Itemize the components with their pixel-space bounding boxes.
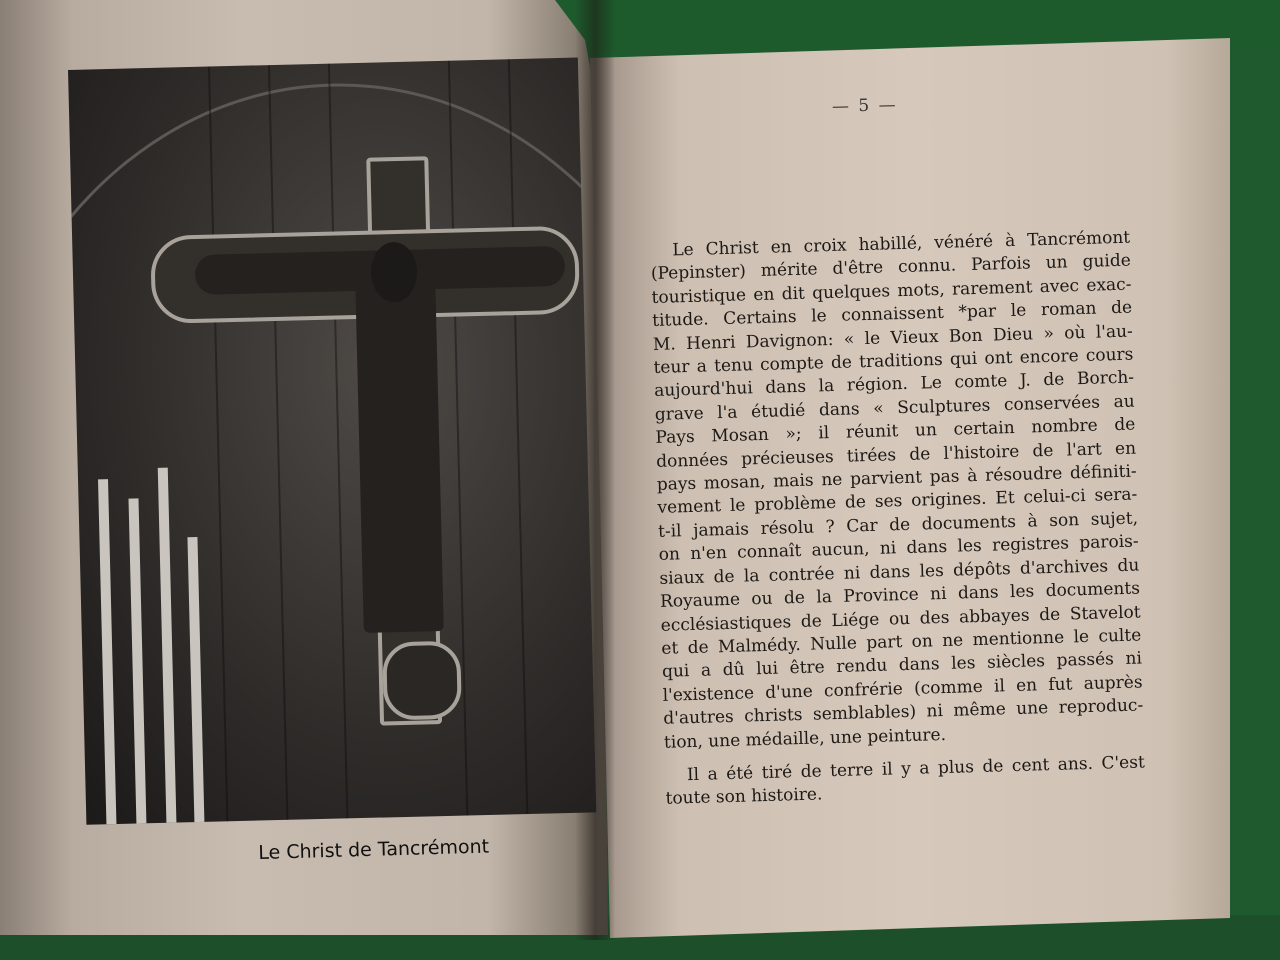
text-line: d'autres christs semblables) ni même une reproduc- — [663, 695, 1144, 729]
iron-fence — [78, 457, 207, 825]
text-line: toute son histoire. — [665, 784, 823, 810]
text-line: M. Henri Davignon: « le Vieux Bon Dieu » où l'au- — [652, 321, 1134, 355]
cross-foot-base — [382, 641, 462, 721]
text-line: données précieuses tirées de l'histoire de l'art en — [655, 438, 1137, 472]
text-line: Il a été tiré de terre il y a plus de cent ans. C'est — [686, 752, 1146, 786]
text-line: l'existence d'une confrérie (comme il en fut auprès — [662, 672, 1143, 706]
text-line: titude. Certains le connaissent *par le roman de — [651, 297, 1133, 332]
text-line: on n'en connaît aucun, ni dans les registres parois- — [658, 531, 1139, 566]
text-line: (Pepinster) mérite d'être connu. Parfois un guide — [650, 250, 1132, 285]
fence-bar — [98, 479, 117, 825]
text-line: ecclésiastiques de Liége ou des abbayes de Stavelot — [660, 601, 1141, 636]
text-line: aujourd'hui dans la région. Le comte J. de Borch- — [653, 367, 1135, 402]
text-line: qui a dû lui être rendu dans les siècles passés ni — [661, 648, 1143, 683]
page-number: — 5 — — [831, 95, 898, 117]
text-line: Royaume ou de la Province ni dans les documents — [659, 578, 1141, 612]
text-line: pays mosan, mais ne parvient pas à résoudre définiti- — [656, 461, 1137, 495]
text-line: Le Christ en croix habillé, vénéré à Tancrémont — [672, 227, 1131, 261]
photo-caption: Le Christ de Tancrémont — [258, 835, 490, 864]
text-line: siaux de la contrée ni dans les dépôts d'archives du — [659, 555, 1140, 589]
fence-bar — [158, 468, 177, 825]
text-line: t-il jamais résolu ? Car de documents à son sujet, — [657, 508, 1139, 542]
text-line: et de Malmédy. Nulle part on ne mentionne le culte — [661, 625, 1142, 659]
paragraph-1 — [650, 227, 1144, 755]
text-line: teur a tenu compte de traditions qui ont encore cours — [653, 344, 1134, 378]
text-line: touristique en dit quelques mots, rarement avec exac- — [651, 274, 1132, 308]
text-line: tion, une médaille, une peinture. — [663, 724, 947, 753]
fence-bar — [128, 498, 146, 824]
text-line: Pays Mosan »; il réunit un certain nombre de — [655, 414, 1136, 449]
text-line: grave l'a étudié dans « Sculptures conservées au — [654, 391, 1135, 425]
paragraph-2 — [665, 751, 1146, 811]
crucifix-photograph — [68, 58, 596, 825]
christ-body — [355, 261, 444, 633]
text-line: vement le problème de ses origines. Et celui-ci sera- — [657, 484, 1138, 519]
body-text — [650, 227, 1146, 822]
